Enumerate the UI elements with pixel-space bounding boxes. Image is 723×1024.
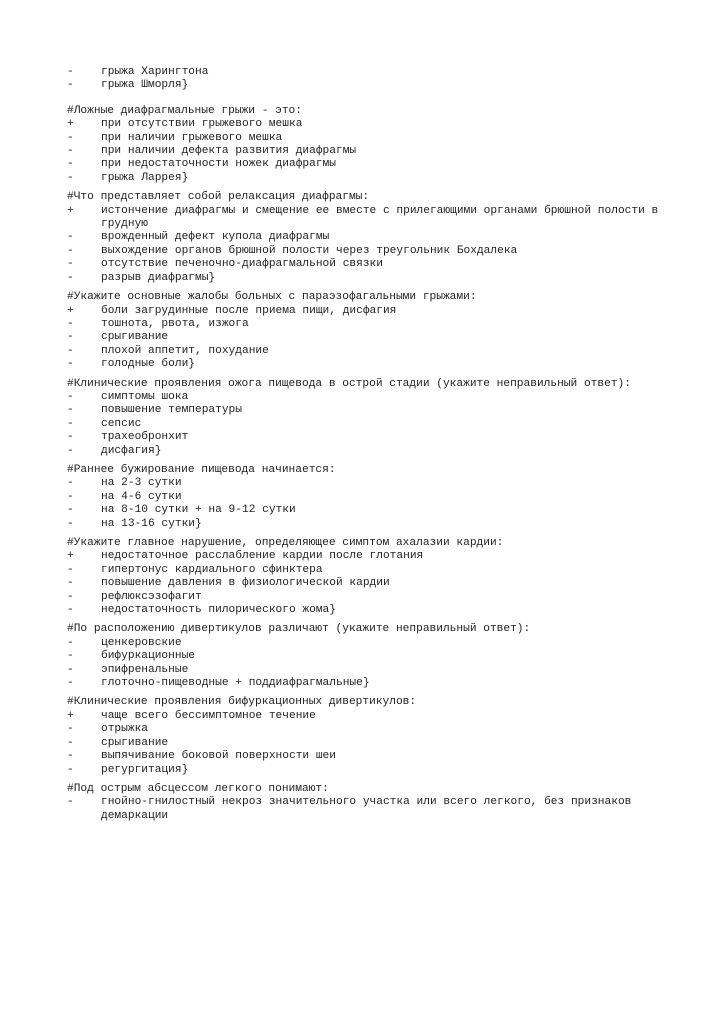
answer-marker: - bbox=[67, 444, 74, 457]
answer-option bbox=[67, 231, 667, 244]
answer-text: симптомы шока bbox=[101, 390, 189, 403]
answer-marker: - bbox=[67, 404, 74, 417]
answer-option bbox=[67, 118, 667, 131]
answer-marker: - bbox=[67, 145, 74, 158]
answer-option bbox=[67, 358, 667, 371]
answer-option bbox=[67, 172, 667, 185]
answer-marker: - bbox=[67, 590, 74, 603]
answer-text: отсутствие печеночно-диафрагмальной связки bbox=[101, 258, 383, 271]
answer-option bbox=[67, 518, 667, 531]
answer-option bbox=[67, 245, 667, 258]
answer-option bbox=[67, 504, 667, 517]
question-title: #Укажите основные жалобы больных с параэзофагальными грыжами: bbox=[67, 291, 477, 304]
answer-marker: - bbox=[67, 577, 74, 590]
question-title: #Клинические проявления бифуркационных дивертикулов: bbox=[67, 696, 417, 709]
question-block bbox=[67, 696, 667, 776]
answer-option bbox=[67, 591, 667, 604]
answer-text: на 2-3 сутки bbox=[101, 477, 182, 490]
question-block bbox=[67, 464, 667, 531]
answer-marker: - bbox=[67, 563, 74, 576]
question-block bbox=[67, 66, 667, 93]
answer-marker: - bbox=[67, 171, 74, 184]
answer-text: отрыжка bbox=[101, 723, 148, 736]
answer-option bbox=[67, 272, 667, 285]
answer-marker: - bbox=[67, 604, 74, 617]
answer-option bbox=[67, 305, 667, 318]
answer-marker: - bbox=[67, 331, 74, 344]
answer-option bbox=[67, 564, 667, 577]
answer-option bbox=[67, 764, 667, 777]
answer-marker: - bbox=[67, 663, 74, 676]
answer-option bbox=[67, 750, 667, 763]
answer-option bbox=[67, 550, 667, 563]
answer-text: разрыв диафрагмы} bbox=[101, 271, 216, 284]
answer-marker: - bbox=[67, 490, 74, 503]
answer-text: повышение давления в физиологической кардии bbox=[101, 577, 390, 590]
answer-text: рефлюксэзофагит bbox=[101, 590, 202, 603]
answer-option bbox=[67, 418, 667, 431]
answer-text: на 8-10 сутки + на 9-12 сутки bbox=[101, 504, 296, 517]
answer-option bbox=[67, 404, 667, 417]
answer-text: ценкеровские bbox=[101, 636, 182, 649]
answer-option bbox=[67, 723, 667, 736]
answer-text: чаще всего бессимптомное течение bbox=[101, 709, 316, 722]
answer-text: сепсис bbox=[101, 417, 142, 430]
answer-text: грыжа Ларрея} bbox=[101, 171, 189, 184]
answer-text: регургитация} bbox=[101, 763, 189, 776]
question-title: #По расположению дивертикулов различают (укажите неправильный ответ): bbox=[67, 623, 531, 636]
question-title: #Клинические проявления ожога пищевода в острой стадии (укажите неправильный ответ): bbox=[67, 377, 631, 390]
answer-text: при отсутствии грыжевого мешка bbox=[101, 118, 303, 131]
answer-text: срыгивание bbox=[101, 331, 169, 344]
answer-text: срыгивание bbox=[101, 736, 169, 749]
answer-option bbox=[67, 132, 667, 145]
answer-option bbox=[67, 604, 667, 617]
answer-option bbox=[67, 664, 667, 677]
answer-marker: - bbox=[67, 677, 74, 690]
answer-option bbox=[67, 345, 667, 358]
answer-marker: + bbox=[67, 204, 74, 217]
answer-marker: - bbox=[67, 650, 74, 663]
answer-option bbox=[67, 445, 667, 458]
answer-text: грыжа Харингтона bbox=[101, 66, 209, 78]
answer-option bbox=[67, 331, 667, 344]
document-page bbox=[67, 66, 667, 823]
answer-marker: + bbox=[67, 550, 74, 563]
answer-marker: - bbox=[67, 736, 74, 749]
answer-marker: + bbox=[67, 304, 74, 317]
answer-option bbox=[67, 391, 667, 404]
answer-option bbox=[67, 477, 667, 490]
answer-marker: - bbox=[67, 258, 74, 271]
answer-text: тошнота, рвота, изжога bbox=[101, 317, 249, 330]
answer-option bbox=[67, 431, 667, 444]
answer-option bbox=[67, 737, 667, 750]
answer-text: бифуркационные bbox=[101, 650, 195, 663]
answer-marker: - bbox=[67, 723, 74, 736]
answer-option bbox=[67, 158, 667, 171]
answer-text: эпифренальные bbox=[101, 663, 189, 676]
question-block bbox=[67, 783, 667, 823]
answer-marker: - bbox=[67, 158, 74, 171]
answer-marker: - bbox=[67, 358, 74, 371]
answer-option bbox=[67, 145, 667, 158]
answer-text: недостаточность пилорического жома} bbox=[101, 604, 336, 617]
answer-text: боли загрудинные после приема пищи, дисфагия bbox=[101, 304, 397, 317]
answer-text: при недостаточности ножек диафрагмы bbox=[101, 158, 336, 171]
answer-marker: - bbox=[67, 271, 74, 284]
answer-text: врожденный дефект купола диафрагмы bbox=[101, 231, 330, 244]
answer-option bbox=[67, 66, 667, 79]
answer-text: грыжа Шморля} bbox=[101, 79, 189, 92]
answer-marker: - bbox=[67, 131, 74, 144]
answer-marker: - bbox=[67, 231, 74, 244]
answer-marker: + bbox=[67, 709, 74, 722]
answer-text: повышение температуры bbox=[101, 404, 242, 417]
answer-marker: - bbox=[67, 431, 74, 444]
question-title: #Ложные диафрагмальные грыжи - это: bbox=[67, 104, 302, 117]
answer-text: глоточно-пищеводные + поддиафрагмальные} bbox=[101, 677, 370, 690]
question-block bbox=[67, 537, 667, 617]
answer-text: на 13-16 сутки} bbox=[101, 517, 202, 530]
question-block bbox=[67, 378, 667, 458]
answer-option bbox=[67, 318, 667, 331]
answer-text: при наличии грыжевого мешка bbox=[101, 131, 283, 144]
answer-option bbox=[67, 637, 667, 650]
answer-text: при наличии дефекта развития диафрагмы bbox=[101, 145, 357, 158]
answer-text: выпячивание боковой поверхности шеи bbox=[101, 750, 336, 763]
answer-marker: - bbox=[67, 344, 74, 357]
answer-marker: - bbox=[67, 66, 74, 78]
answer-marker: - bbox=[67, 79, 74, 92]
answer-text: недостаточное расслабление кардии после глотания bbox=[101, 550, 424, 563]
answer-text: плохой аппетит, похудание bbox=[101, 344, 269, 357]
answer-marker: - bbox=[67, 796, 74, 809]
question-block bbox=[67, 105, 667, 185]
answer-text: гнойно-гнилостный некроз значительного участка или всего легкого, без признаков демаркации bbox=[101, 796, 639, 822]
answer-text: голодные боли} bbox=[101, 358, 195, 371]
answer-marker: - bbox=[67, 636, 74, 649]
answer-option bbox=[67, 677, 667, 690]
answer-marker: - bbox=[67, 517, 74, 530]
answer-option bbox=[67, 258, 667, 271]
answer-option bbox=[67, 650, 667, 663]
answer-text: на 4-6 сутки bbox=[101, 490, 182, 503]
answer-marker: - bbox=[67, 763, 74, 776]
question-title: #Раннее бужирование пищевода начинается: bbox=[67, 463, 336, 476]
answer-marker: - bbox=[67, 390, 74, 403]
question-title: #Под острым абсцессом легкого понимают: bbox=[67, 782, 329, 795]
answer-option bbox=[67, 491, 667, 504]
question-block bbox=[67, 623, 667, 690]
answer-option bbox=[67, 796, 667, 823]
answer-text: выхождение органов брюшной полости через треугольник Бохдалека bbox=[101, 244, 518, 257]
answer-marker: - bbox=[67, 417, 74, 430]
answer-marker: + bbox=[67, 118, 74, 131]
answer-option bbox=[67, 205, 667, 232]
question-title: #Что представляет собой релаксация диафрагмы: bbox=[67, 191, 370, 204]
answer-marker: - bbox=[67, 317, 74, 330]
answer-option bbox=[67, 710, 667, 723]
answer-text: дисфагия} bbox=[101, 444, 162, 457]
question-title: #Укажите главное нарушение, определяющее симптом ахалазии кардии: bbox=[67, 537, 504, 549]
answer-marker: - bbox=[67, 750, 74, 763]
answer-option bbox=[67, 577, 667, 590]
answer-marker: - bbox=[67, 244, 74, 257]
question-block bbox=[67, 191, 667, 285]
answer-text: истончение диафрагмы и смещение ее вместе с прилегающими органами брюшной полости в грудную bbox=[101, 204, 665, 231]
answer-marker: - bbox=[67, 504, 74, 517]
answer-text: гипертонус кардиального сфинктера bbox=[101, 563, 323, 576]
answer-option bbox=[67, 79, 667, 92]
answer-text: трахеобронхит bbox=[101, 431, 189, 444]
answer-marker: - bbox=[67, 477, 74, 490]
question-block bbox=[67, 291, 667, 371]
